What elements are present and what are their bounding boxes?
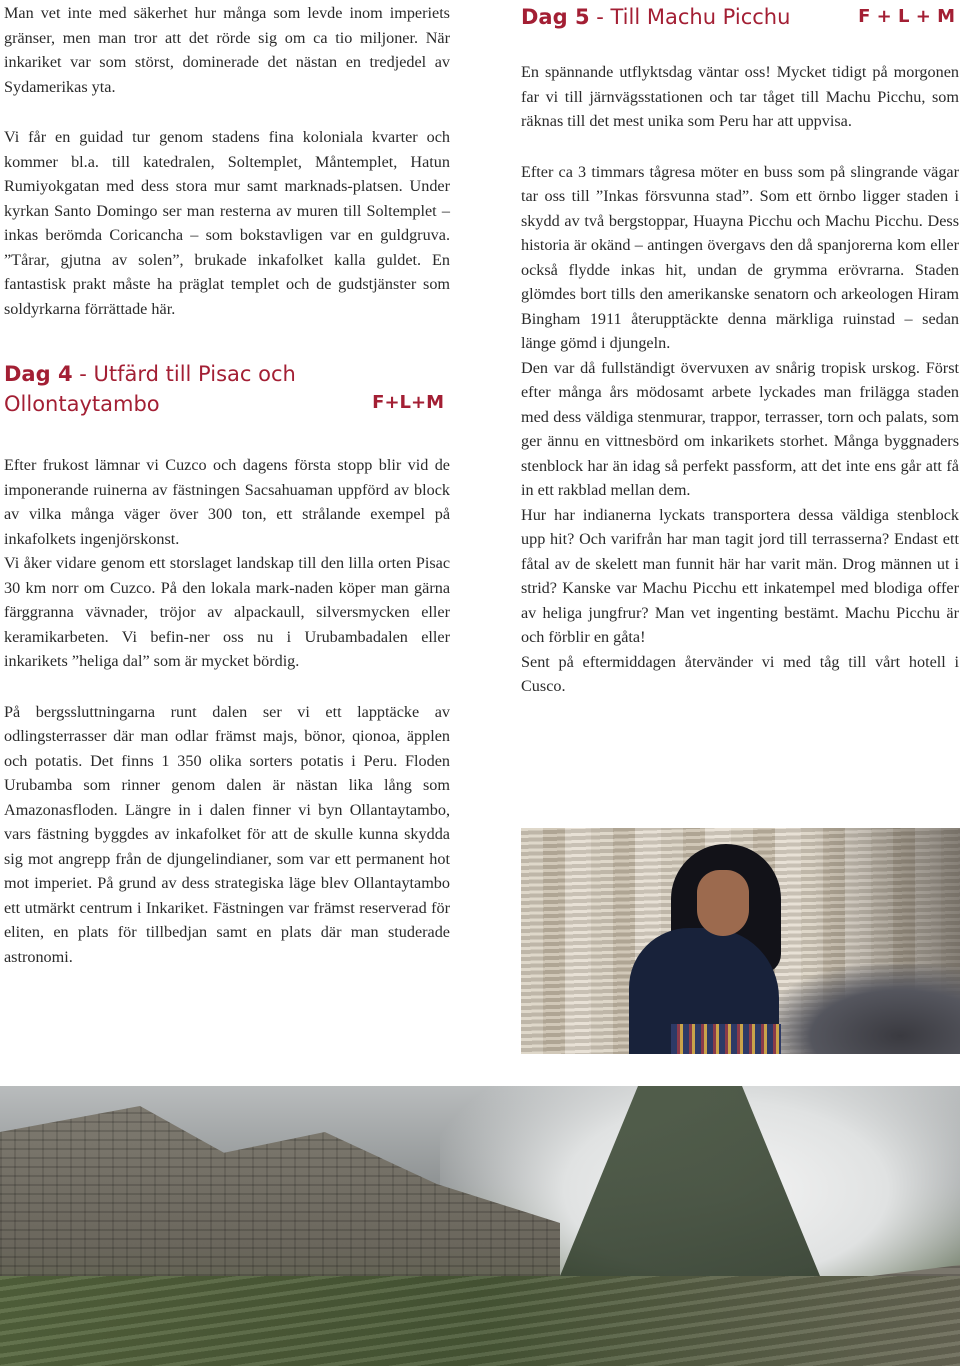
day4-title-line1: - Utfärd till Pisac och bbox=[72, 362, 296, 386]
day4-paragraph-1: Efter frukost lämnar vi Cuzco och dagens första stopp blir vid de imponerande ruinerna av fästningen Sacsahuaman uppförd av block av vilka många väger över 300 ton, ett strålande exempel på inkafolkets ingenjörskonst. bbox=[4, 456, 450, 548]
day5-paragraph-2: Efter ca 3 timmars tågresa möter en buss som på slingrande vägar tar oss till ”Inkas försvunna stad”. Som ett örnbo ligger staden i skydd av två bergstoppar, Huayna Picchu och Machu Picchu. Dess historia är okänd – antingen övergavs den då spanjorerna kom eller också flydde inkas hit, undan de grymma erövrarna. Staden glömdes bort tills den amerikanske senatorn och arkeologen Hiram Bingham 1911 återupptäckte denna märkliga ruinstad – sedan länge gömd i djungeln. bbox=[521, 162, 959, 352]
day4-label: Dag 4 bbox=[4, 362, 73, 386]
intro-paragraph: Man vet inte med säkerhet hur många som levde inom imperiets gränser, men man tror att det rörde sig om ca tio miljoner. När inkariket var som störst, dominerade det nästan en tredjedel av Sydamerikas yta. bbox=[4, 4, 450, 96]
day5-paragraph-4: Hur har indianerna lyckats transportera dessa väldiga stenblock upp hit? Och varifrån har man tagit jord till terrasserna? Endast ett fåtal av de skelett man funnit här har varit män. Drog männen ut i strid? Kanske var Machu Picchu ett inkatempel med blodiga offer av heliga jungfrur? Man vet ingenting bestämt. Machu Picchu är och förblir en gåta! bbox=[521, 505, 959, 646]
green-terraces bbox=[0, 1276, 960, 1366]
day5-paragraph-3: Den var då fullständigt övervuxen av snårig tropisk urskog. Först efter många års mödosamt arbete lyckades man frilägga staden med dess väldiga stenmurar, trappor, terrasser, torn och palats, som ger ännu en vittnesbörd om inkarikets storhet. Många byggnaders stenblock har än idag så perfekt passform, att det inte ens går att få in ett rakblad mellan dem. bbox=[521, 358, 959, 499]
day4-paragraph-3: På bergssluttningarna runt dalen ser vi ett lapptäcke av odlingsterrasser där man odlar främst majs, bönor, qionoa, äpplen och potatis. Det finns 1 350 olika sorters potatis i Peru. Floden Urubamba som rinner genom dalen är nästan lika lång som Amazonasfloden. Längre in i dalen finner vi byn Ollantaytambo, vars fästning byggdes av inkafolket för att de skulle kunna skydda sig mot angrepp från de djungelindianer, som var ett permanent hot mot imperiet. På grund av dess strategiska läge blev Ollantaytambo ett utmärkt centrum i Inkariket. Fästningen var främst reserverad för eliten, en plats för tillbedjan samt en plats där man studerade astronomi. bbox=[4, 702, 450, 966]
right-column bbox=[521, 0, 959, 699]
machu-picchu-photo bbox=[0, 1086, 960, 1366]
day5-meals: F + L + M bbox=[858, 6, 955, 27]
cusco-tour-paragraph: Vi får en guidad tur genom stadens fina koloniala kvarter och kommer bl.a. till katedralen, Soltemplet, Måntemplet, Hatun Rumiyokgatan med dess stora mur samt marknads-platsen. Under kyrkan Santo Domingo ser man resterna av muren till Soltemplet – inkas berömda Coricancha – som bokstavligen var en guldgruva. ”Tårar, gjutna av solen”, brukade inkafolket kalla guldet. En fantastisk prakt måste ha präglat templet och de gudstjänster som soldyrkarna förrättade här. bbox=[4, 128, 450, 318]
day5-heading bbox=[521, 2, 959, 34]
day5-label: Dag 5 bbox=[521, 5, 590, 29]
textiles-woman-photo bbox=[521, 828, 960, 1054]
day5-paragraph-1: En spännande utflyktsdag väntar oss! Mycket tidigt på morgonen far vi till järnvägsstationen och tar tåget till Machu Picchu, som räknas till det mest unika som Peru har att uppvisa. bbox=[521, 63, 959, 130]
woman-face bbox=[697, 870, 749, 936]
woven-skirt bbox=[671, 1024, 781, 1054]
day5-title: - Till Machu Picchu bbox=[589, 5, 791, 29]
left-column bbox=[4, 0, 450, 969]
day4-paragraph-2: Vi åker vidare genom ett storslaget landskap till den lilla orten Pisac 30 km norr om Cuzco. På den lokala mark-naden köper man gärna färggranna vävnader, tröjor av alpackaull, silversmycken eller keramikarbeten. Vi befin-ner oss nu i Urubambadalen eller inkarikets ”heliga dal” som är mycket bördig. bbox=[4, 554, 450, 670]
day4-heading bbox=[4, 359, 450, 421]
day4-title-line2: Ollontaytambo bbox=[4, 392, 160, 416]
day5-paragraph-5: Sent på eftermiddagen återvänder vi med tåg till vårt hotell i Cusco. bbox=[521, 652, 959, 695]
day4-meals: F+L+M bbox=[372, 392, 444, 413]
